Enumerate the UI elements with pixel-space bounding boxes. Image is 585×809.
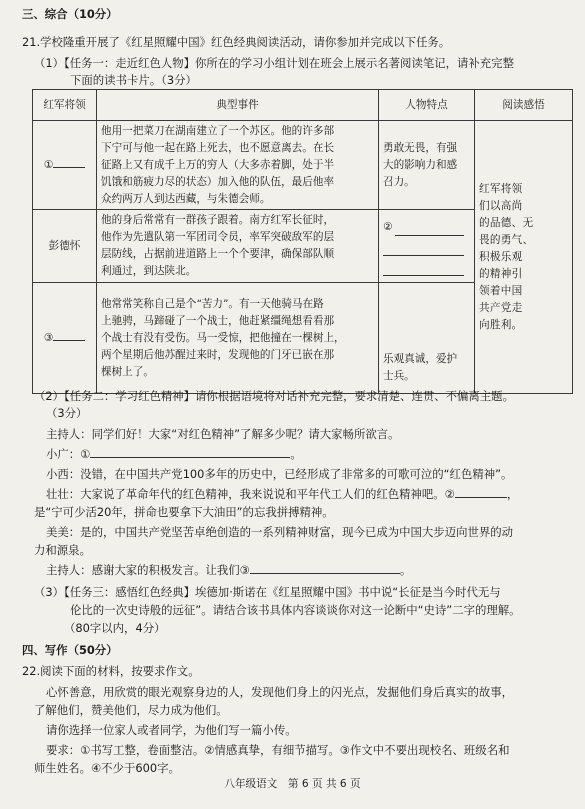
material-line-2: 了解他们，赞美他们，尽力成为他们。: [34, 703, 228, 717]
task2-line1: （2）【任务二：学习红色精神】请你根据语境将对话补充完整，要求清楚、连贯、不偏离主题。: [34, 389, 514, 403]
xiaoxi-line: 小西：没错，在中国共产党100多年的历史中，已经形成了非常多的可歌可泣的“红色精神”。: [46, 467, 513, 481]
zhuangzhuang-line-2: 是“宁可少活20年，拼命也要拿下大油田”的忘我拼搏精神。: [34, 505, 334, 519]
material-line-1: 心怀善意，用欣赏的眼光观察身边的人，发现他们身上的闪光点，发掘他们身后真实的故事，: [46, 685, 514, 699]
table-row: [33, 121, 573, 210]
meimei-line-1: 美美：是的，中国共产党坚苦卓绝创造的一系列精神财富，现今已成为中国大步迈向世界的动: [46, 525, 514, 539]
header-event: 典型事件: [97, 90, 379, 121]
task3-line2: 伦比的一次史诗般的远征”。请结合该书具体内容谈谈你对这一论断中“史诗”二字的理解。: [70, 603, 521, 617]
section3-title: 三、综合（10分）: [22, 7, 118, 21]
q21-stem: 21.学校隆重开展了《红星照耀中国》红色经典阅读活动，请你参加并完成以下任务。: [22, 35, 451, 49]
task3-line1: （3）【任务三：感悟红色经典】埃德加·斯诺在《红星照耀中国》书中说“长征是当今时代无与: [34, 585, 501, 599]
answer-blank-3[interactable]: [250, 562, 400, 574]
q22-stem: 22.阅读下面的材料，按要求作文。: [22, 664, 200, 678]
trait-cell-1: 勇敢无畏，有强 大的影响力和感 召力。: [379, 121, 475, 210]
table-header-row: [33, 90, 573, 121]
host-line-2: 主持人：感谢大家的积极发言。让我们③ 。: [46, 563, 412, 577]
general-blank-1[interactable]: ①: [33, 121, 97, 210]
task2-line2: （3分）: [46, 406, 88, 420]
meimei-line-2: 力和源泉。: [34, 543, 91, 557]
host-line-1: 主持人：同学们好！大家“对红色精神”了解多少呢？请大家畅所欲言。: [46, 427, 400, 441]
answer-blank-1[interactable]: [90, 446, 290, 458]
task1-line1: （1）【任务一：走近红色人物】你所在的学习小组计划在班会上展示名著阅读笔记，请补充完整: [34, 56, 514, 70]
requirement-line-2: 师生姓名。④不少于600字。: [34, 761, 180, 775]
section4-title: 四、写作（50分）: [22, 643, 118, 657]
event-cell-1: 他用一把菜刀在湖南建立了一个苏区。他的许多部 下宁可与他一起在路上死去，也不愿意离去。在长 征路上又有成千上万的穷人（大多赤着脚，处于半 饥饿和筋疲力尽的状态）加入他的队伍，最后他率 众约两万人到达西藏，与朱德会师。: [97, 121, 379, 210]
requirement-line-1: 要求：①书写工整，卷面整洁。②情感真挚，有细节描写。③作文中不要出现校名、班级名和: [46, 743, 510, 757]
header-feeling: 阅读感悟: [475, 90, 573, 121]
feeling-cell: 红军将领 们以高尚 的品德、无 畏的勇气、 积极乐观 的精神引 领着中国 共产党走 向胜利。: [475, 121, 573, 394]
reading-card-table: [32, 89, 573, 394]
trait-cell-3: 乐观真诚，爱护 士兵。: [379, 283, 475, 394]
trait-blank-2[interactable]: ②: [379, 210, 475, 283]
task3-line3: （80字以内，4分）: [64, 621, 166, 635]
zhuangzhuang-line-1: 壮壮：大家说了革命年代的红色精神，我来说说和平年代工人们的红色精神吧。② ，: [46, 487, 519, 501]
answer-blank-2[interactable]: [455, 486, 507, 498]
page-footer: 八年级语文 第 6 页 共 6 页: [224, 778, 361, 790]
instruction-line: 请你选择一位家人或者同学，为他们写一篇小传。: [46, 723, 297, 737]
header-trait: 人物特点: [379, 90, 475, 121]
general-blank-3[interactable]: ③: [33, 283, 97, 394]
event-cell-2: 他的身后常常有一群孩子跟着。南方红军长征时， 他作为先遣队第一军团司令员，率军突破敌军的层 层防线，占据前进道路上一个个要津，确保部队顺 利通过，到达陕北。: [97, 210, 379, 283]
task1-line2: 下面的读书卡片。（3分）: [70, 73, 197, 87]
header-general: 红军将领: [33, 90, 97, 121]
xiaoguang-line: 小广：① 。: [46, 447, 302, 461]
event-cell-3: 他常常笑称自己是个“苦力”。有一天他骑马在路 上驰骋，马蹄碰了一个战士，他赶紧缰绳想看看那 个战士有没有受伤。马一受惊，把他撞在一棵树上， 两个星期后他苏醒过来时，发现他的门牙已嵌在那 棵树上了。: [97, 283, 379, 394]
general-name-2: 彭德怀: [33, 210, 97, 283]
